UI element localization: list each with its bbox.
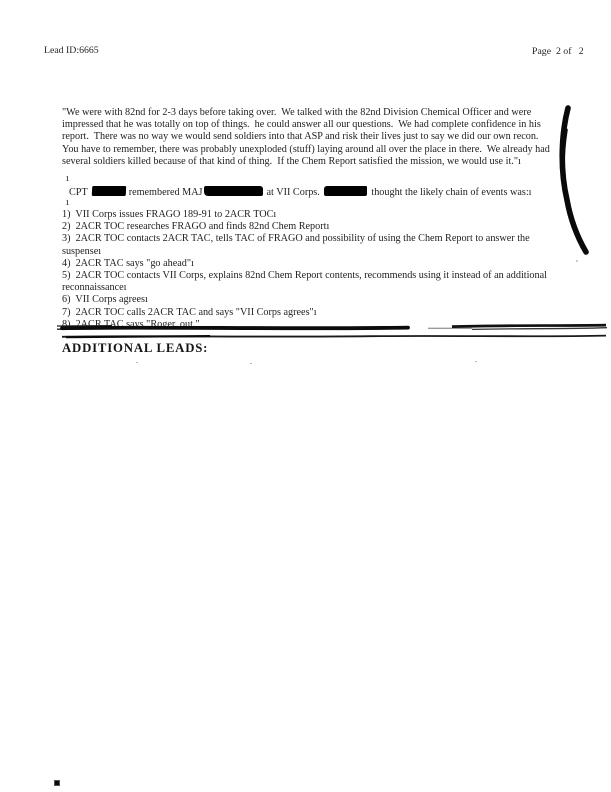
- attribution-text: CPT: [69, 187, 88, 198]
- scan-speck: [250, 363, 252, 364]
- quote-line: impressed that he was totally on top of things. he could answer all our questions. We had complete confidence in his: [62, 119, 541, 131]
- scan-speck: [475, 361, 477, 362]
- additional-leads-heading: ADDITIONAL LEADS:: [62, 341, 209, 355]
- quote-line: "We were with 82nd for 2-3 days before taking over. We talked with the 82nd Division Chemical Officer and were: [62, 107, 532, 118]
- events-list: [62, 209, 592, 331]
- event-item: 6) VII Corps agreesı: [62, 294, 148, 306]
- event-item: 7) 2ACR TOC calls 2ACR TAC and says "VII Corps agrees"ı: [62, 306, 317, 318]
- redaction-bar: [324, 186, 367, 196]
- scan-artifact-stroke: [540, 95, 611, 270]
- event-item: 5) 2ACR TOC contacts VII Corps, explains 82nd Chem Report contents, recommends using it instead of an additional: [62, 270, 547, 282]
- quote-line: several soldiers killed because of that kind of thing. If the Chem Report satisfied the mission, we would use it."ı: [62, 155, 521, 167]
- paragraph-mark: ı: [66, 173, 69, 184]
- attribution-line: [69, 186, 532, 199]
- redaction-bar: [204, 186, 263, 196]
- event-item: 4) 2ACR TAC says "go ahead"ı: [62, 257, 194, 269]
- page-number-label: Page 2 of 2: [532, 46, 584, 57]
- attribution-text: at VII Corps.: [266, 187, 323, 198]
- event-item: 3) 2ACR TOC contacts 2ACR TAC, tells TAC of FRAGO and possibility of using the Chem Report to answer the: [62, 233, 530, 245]
- attribution-text: thought the likely chain of events was:ı: [371, 187, 532, 198]
- event-item: 8) 2ACR TAC says "Roger, out.": [62, 318, 200, 330]
- quote-line: report. There was no way we would send soldiers into that ASP and risk their lives just to say we did our own recon.: [62, 131, 539, 143]
- registration-mark: [55, 781, 59, 785]
- quote-line: You have to remember, there was probably unexploded (stuff) laying around all over the place in there. We already had: [62, 143, 550, 155]
- attribution-text: remembered MAJ: [128, 187, 203, 198]
- scan-speck: [136, 362, 138, 363]
- paragraph-mark: ı: [66, 197, 69, 208]
- quote-paragraph: [62, 107, 592, 168]
- event-item: 2) 2ACR TOC researches FRAGO and finds 82nd Chem Reportı: [62, 221, 330, 233]
- event-item: 1) VII Corps issues FRAGO 189-91 to 2ACR TOCı: [62, 209, 277, 220]
- lead-id-label: Lead ID:6665: [44, 45, 99, 56]
- event-item-continuation: suspenseı: [62, 245, 102, 257]
- event-item-continuation: reconnaissanceı: [62, 282, 127, 294]
- redaction-bar: [91, 186, 126, 196]
